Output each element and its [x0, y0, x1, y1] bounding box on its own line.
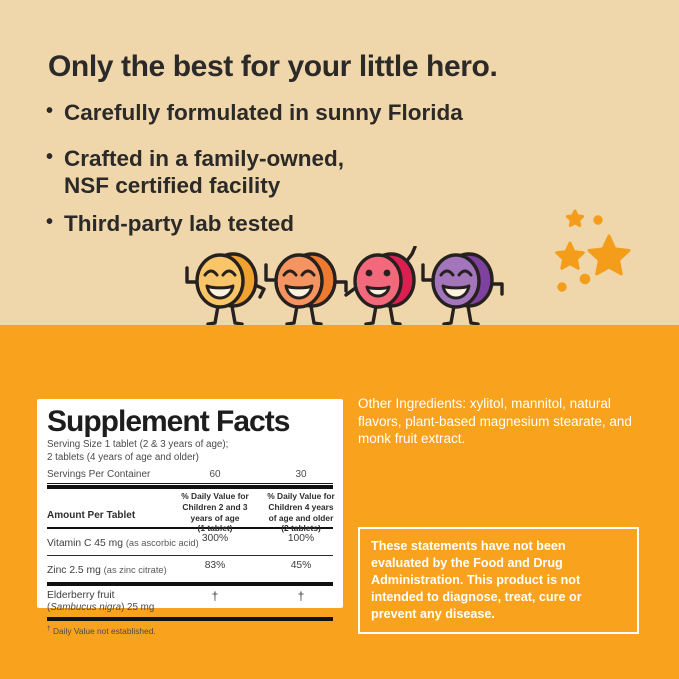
nutrient-row-vitamin-c	[47, 529, 333, 555]
servings-per-container-row	[47, 466, 333, 481]
star-icon-large	[589, 236, 629, 274]
bullet-dot: •	[46, 211, 54, 233]
bullet-formulated-florida	[46, 100, 463, 127]
star-dot-icon	[595, 217, 601, 223]
serving-size-line1: Serving Size 1 tablet (2 & 3 years of age);	[47, 439, 229, 450]
bullet-text: Third-party lab tested	[64, 211, 295, 236]
tablet-character-purple	[416, 246, 508, 330]
bullet-dot: •	[46, 146, 54, 168]
hero-heading: Only the best for your little hero.	[48, 50, 498, 83]
daily-value-2: 100%	[287, 533, 315, 544]
daily-value-1: 83%	[204, 560, 226, 571]
dagger-symbol: †	[47, 625, 51, 632]
bullet-lab-tested	[46, 211, 294, 238]
supplement-facts-title: Supplement Facts	[47, 405, 290, 438]
serving-size-line2: 2 tablets (4 years of age and older)	[47, 451, 199, 463]
nutrient-name: Vitamin C 45 mg	[47, 538, 123, 549]
other-ingredients-text: Other Ingredients: xylitol, mannitol, natural flavors, plant-based magnesium stearate, and monk fruit extract.	[358, 396, 632, 446]
amount-per-tablet-header: Amount Per Tablet	[47, 510, 136, 521]
supplement-facts-panel	[37, 399, 343, 636]
bullet-family-owned-nsf	[46, 146, 344, 199]
nutrient-detail: (as zinc citrate)	[103, 565, 167, 575]
servings-value-30: 30	[295, 469, 307, 480]
fda-disclaimer-box: These statements have not been evaluated by the Food and Drug Administration. This product is not intended to diagnose, treat, cure or prevent any disease.	[358, 527, 639, 634]
bottom-section	[0, 325, 679, 679]
daily-value-column1-header: % Daily Value for Children 2 and 3 years of age (1 tablet)	[181, 491, 249, 534]
hero-section	[0, 0, 679, 325]
nutrient-name: Zinc 2.5 mg	[47, 565, 101, 576]
daily-value-2: †	[297, 588, 305, 603]
daily-value-1: †	[211, 588, 219, 603]
divider	[47, 483, 333, 484]
nutrient-detail: (as ascorbic acid)	[125, 538, 199, 548]
daily-value-2: 45%	[290, 560, 312, 571]
bullet-text-line2: NSF certified facility	[64, 172, 281, 198]
nutrient-row-elderberry: Elderberry fruit (Sambucus nigra) 25 mg † †	[47, 586, 333, 616]
daily-value-footnote: † Daily Value not established.	[47, 625, 156, 636]
facts-header-row	[47, 489, 335, 534]
star-icon-medium	[557, 243, 584, 268]
bullet-text-line1: Crafted in a family-owned,	[64, 146, 345, 171]
latin-name: Sambucus nigra	[50, 601, 122, 613]
servings-value-60: 60	[209, 469, 221, 480]
nutrient-name: Elderberry fruit	[47, 589, 115, 601]
stars-decoration	[545, 207, 637, 302]
daily-value-1: 300%	[201, 533, 229, 544]
servings-label: Servings Per Container	[47, 469, 151, 480]
star-icon-small	[567, 211, 582, 226]
smile-mouth-icon	[367, 287, 389, 296]
star-dot-icon	[581, 275, 589, 283]
star-dot-icon	[559, 284, 565, 290]
bullet-dot: •	[46, 100, 54, 122]
daily-value-column2-header: % Daily Value for Children 4 years of age and older (2 tablets)	[267, 491, 335, 534]
bullet-text: Carefully formulated in sunny Florida	[64, 100, 463, 125]
nutrient-row-zinc	[47, 556, 333, 582]
